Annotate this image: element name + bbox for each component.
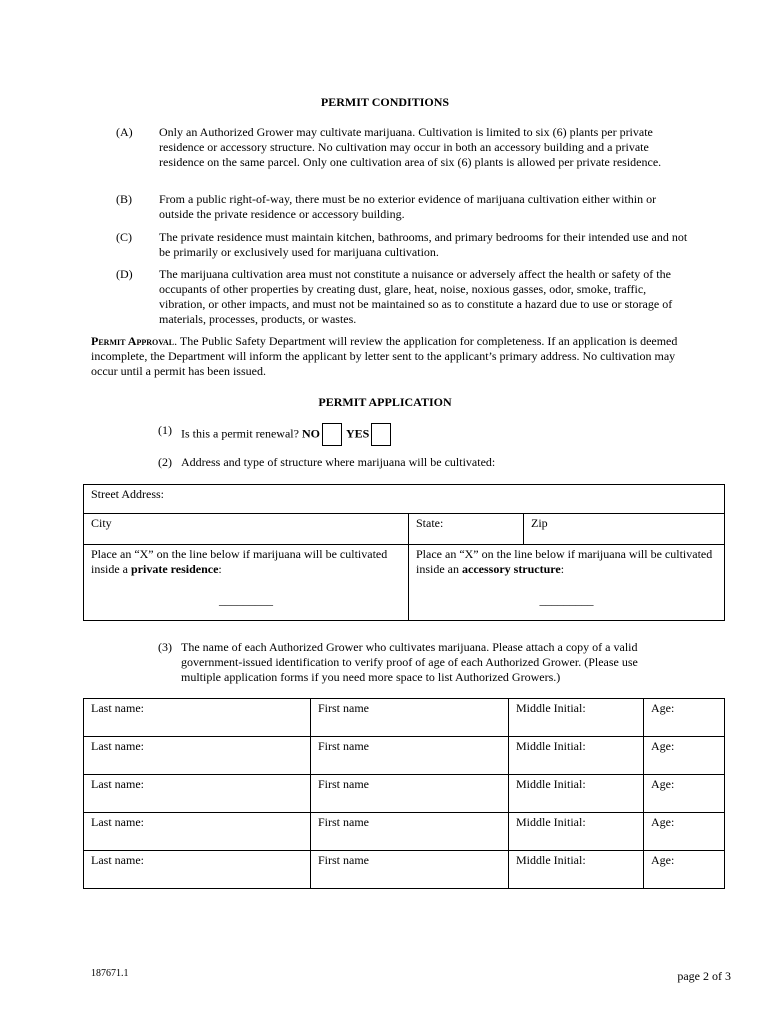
question-number: (2) xyxy=(158,455,172,469)
question-text: Is this a permit renewal? xyxy=(181,426,299,441)
residence-mark-line[interactable]: _________ xyxy=(219,593,273,607)
question-text: Address and type of structure where marijuana will be cultivated: xyxy=(181,455,496,469)
first-name-field[interactable]: First name xyxy=(311,737,509,775)
permit-approval-paragraph xyxy=(91,334,691,379)
yes-label: YES xyxy=(345,426,370,441)
permit-approval-text: . The Public Safety Department will review the application for completeness. If an application is deemed incomplete, the Department will inform the applicant by letter sent to the applicant’s primary address. No cultivation may occur until a permit has been issued. xyxy=(91,334,678,378)
street-address-field[interactable] xyxy=(84,485,725,514)
first-name-field[interactable]: First name xyxy=(311,813,509,851)
question-number: (3) xyxy=(158,640,172,654)
age-field[interactable]: Age: xyxy=(644,775,725,813)
permit-approval-heading: Permit Approval xyxy=(91,334,175,348)
middle-initial-field[interactable]: Middle Initial: xyxy=(509,851,644,889)
private-residence-bold: private residence xyxy=(131,562,219,576)
condition-label: (C) xyxy=(116,230,132,244)
grower-row xyxy=(84,851,725,889)
question-number: (1) xyxy=(158,423,172,437)
accessory-structure-bold: accessory structure xyxy=(462,562,561,576)
city-field[interactable] xyxy=(84,514,409,545)
residence-instruction: Place an “X” on the line below if marijuana will be cultivated inside a private residence: xyxy=(91,547,388,576)
age-field[interactable]: Age: xyxy=(644,813,725,851)
middle-initial-field[interactable]: Middle Initial: xyxy=(509,737,644,775)
no-label: NO xyxy=(301,426,320,441)
last-name-field[interactable]: Last name: xyxy=(84,737,311,775)
last-name-field[interactable]: Last name: xyxy=(84,851,311,889)
middle-initial-field[interactable]: Middle Initial: xyxy=(509,775,644,813)
grower-row xyxy=(84,775,725,813)
accessory-instruction: Place an “X” on the line below if marijuana will be cultivated inside an accessory structure: xyxy=(416,547,713,576)
last-name-field[interactable]: Last name: xyxy=(84,813,311,851)
first-name-field[interactable]: First name xyxy=(311,775,509,813)
city-label: City xyxy=(91,516,112,530)
condition-text: The marijuana cultivation area must not constitute a nuisance or adversely affect the health or safety of the occupants of other properties by creating dust, glare, heat, noise, noxious gasses, odor, smoke, traffic, vibration, or other impacts, and must not be maintained so as to constitute a hazard due to use or storage of materials, processes, products, or wastes. xyxy=(159,267,673,326)
accessory-structure-cell xyxy=(409,545,725,621)
private-residence-cell xyxy=(84,545,409,621)
condition-text: The private residence must maintain kitchen, bathrooms, and primary bedrooms for their intended use and not be primarily or exclusively used for marijuana cultivation. xyxy=(159,230,688,259)
age-field[interactable]: Age: xyxy=(644,737,725,775)
middle-initial-field[interactable]: Middle Initial: xyxy=(509,699,644,737)
document-id: 187671.1 xyxy=(91,968,129,979)
first-name-field[interactable]: First name xyxy=(311,699,509,737)
state-field[interactable] xyxy=(409,514,524,545)
age-field[interactable]: Age: xyxy=(644,851,725,889)
street-address-label: Street Address: xyxy=(91,487,164,501)
zip-label: Zip xyxy=(531,516,548,530)
grower-row xyxy=(84,813,725,851)
state-label: State: xyxy=(416,516,444,530)
middle-initial-field[interactable]: Middle Initial: xyxy=(509,813,644,851)
address-table xyxy=(83,484,725,621)
yes-checkbox[interactable] xyxy=(371,423,391,446)
question-text: The name of each Authorized Grower who cultivates marijuana. Please attach a copy of a valid government-issued identification to verify proof of age of each Authorized Grower. (Please use multiple application forms if you need more space to list Authorized Growers.) xyxy=(181,640,638,684)
grower-row xyxy=(84,699,725,737)
grower-row xyxy=(84,737,725,775)
zip-field[interactable] xyxy=(524,514,725,545)
condition-label: (D) xyxy=(116,267,133,281)
permit-application-title: PERMIT APPLICATION xyxy=(318,395,452,409)
no-checkbox[interactable] xyxy=(322,423,342,446)
growers-table xyxy=(83,698,725,889)
first-name-field[interactable]: First name xyxy=(311,851,509,889)
condition-label: (B) xyxy=(116,192,132,206)
condition-text: Only an Authorized Grower may cultivate marijuana. Cultivation is limited to six (6) plants per private residence or accessory structure. No cultivation may occur in both an accessory building and a private residence on the same parcel. Only one cultivation area of six (6) plants is allowed per private residence. xyxy=(159,125,662,169)
condition-text: From a public right-of-way, there must be no exterior evidence of marijuana cultivation either within or outside the private residence or accessory building. xyxy=(159,192,657,221)
condition-label: (A) xyxy=(116,125,133,139)
page-number: page 2 of 3 xyxy=(677,969,731,983)
last-name-field[interactable]: Last name: xyxy=(84,775,311,813)
last-name-field[interactable]: Last name: xyxy=(84,699,311,737)
age-field[interactable]: Age: xyxy=(644,699,725,737)
accessory-mark-line[interactable]: _________ xyxy=(539,593,594,607)
permit-conditions-title: PERMIT CONDITIONS xyxy=(320,95,450,109)
